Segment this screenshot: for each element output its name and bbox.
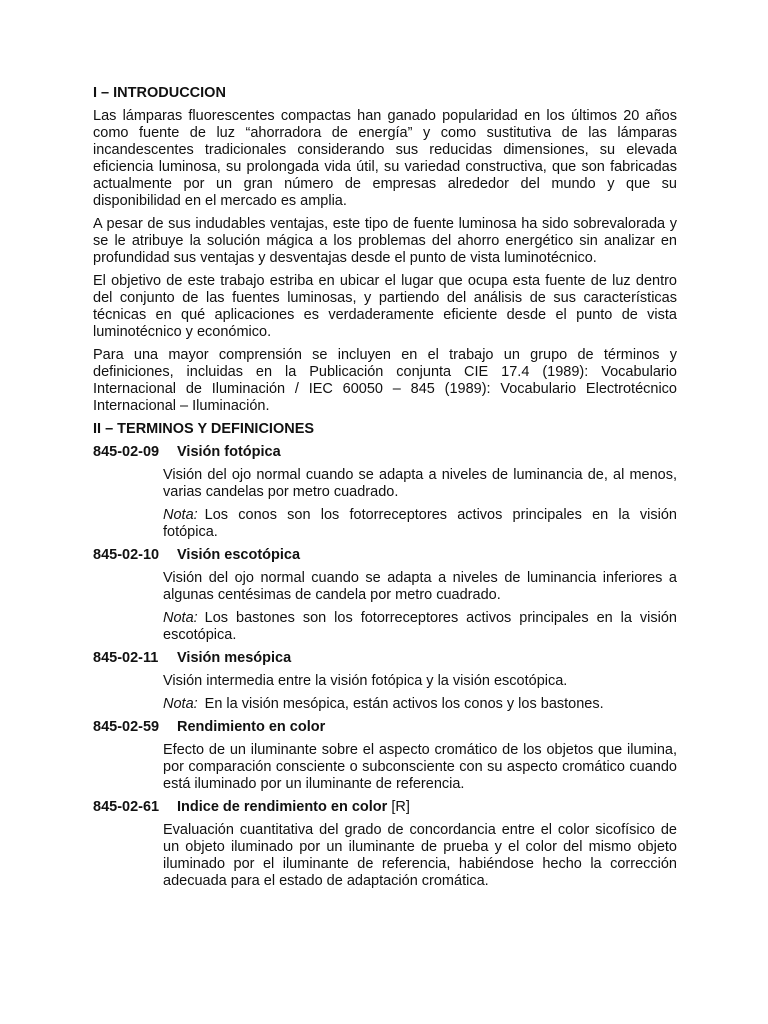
- document-page: [93, 85, 677, 896]
- term-heading: [93, 719, 677, 736]
- term-code: 845-02-11: [93, 650, 159, 666]
- term-note: [163, 696, 677, 713]
- note-text: Los conos son los fotorreceptores activos principales en la visión fotópica.: [163, 507, 677, 540]
- note-label: Nota:: [163, 610, 198, 626]
- term-title: Indice de rendimiento en color: [177, 799, 388, 815]
- intro-paragraph: Para una mayor comprensión se incluyen en el trabajo un grupo de términos y definiciones, incluidas en la Publicación conjunta CIE 17.4 (1989): Vocabulario Internacional de Iluminación / IEC 60050 – 845 (1989): Vocabulario Electrotécnico Internacional – Iluminación.: [93, 347, 677, 414]
- term-title: Visión escotópica: [177, 547, 301, 563]
- term-code: 845-02-61: [93, 799, 160, 815]
- term-code: 845-02-10: [93, 547, 160, 563]
- term-heading: [93, 650, 677, 667]
- term-definition: Visión del ojo normal cuando se adapta a niveles de luminancia inferiores a algunas centésimas de candela por metro cuadrado.: [163, 570, 677, 603]
- intro-paragraph: Las lámparas fluorescentes compactas han ganado popularidad en los últimos 20 años como fuente de luz “ahorradora de energía” y como sustitutiva de las lámparas incandescentes tradicionales considerando sus reducidas dimensiones, su elevada eficiencia luminosa, su prolongada vida útil, su variedad constructiva, que son fabricadas actualmente por un gran número de empresas alrededor del mundo y que su disponibilidad en el mercado es amplia.: [93, 108, 677, 209]
- section-heading-introduccion: I – INTRODUCCION: [93, 85, 226, 101]
- term-code: 845-02-59: [93, 719, 160, 735]
- note-label: Nota:: [163, 696, 198, 712]
- term-note: [163, 507, 677, 541]
- intro-paragraph: El objetivo de este trabajo estriba en ubicar el lugar que ocupa esta fuente de luz dentro del conjunto de las fuentes luminosas, y partiendo del análisis de sus características técnicas en qué aplicaciones es verdaderamente eficiente desde el punto de vista luminotécnico y económico.: [93, 273, 677, 340]
- term-definition: Efecto de un iluminante sobre el aspecto cromático de los objetos que ilumina, por comparación consciente o subconsciente con su aspecto cromático cuando está iluminado por un iluminante de referencia.: [163, 742, 677, 792]
- note-label: Nota:: [163, 507, 198, 523]
- term-heading: [93, 444, 677, 461]
- intro-paragraph: A pesar de sus indudables ventajas, este tipo de fuente luminosa ha sido sobrevalorada y se le atribuye la solución mágica a los problemas del ahorro energético sin analizar en profundidad sus ventajas y desventajas desde el punto de vista luminotécnico.: [93, 216, 677, 266]
- term-code: 845-02-09: [93, 444, 160, 460]
- term-heading: [93, 799, 677, 816]
- term-definition: Visión intermedia entre la visión fotópica y la visión escotópica.: [163, 673, 568, 689]
- term-heading: [93, 547, 677, 564]
- term-symbol: [R]: [391, 799, 410, 815]
- section-heading-terminos: II – TERMINOS Y DEFINICIONES: [93, 421, 315, 437]
- term-title: Visión fotópica: [177, 444, 281, 460]
- note-text: Los bastones son los fotorreceptores activos principales en la visión escotópica.: [163, 610, 677, 643]
- term-title: Rendimiento en color: [177, 719, 326, 735]
- term-definition: Visión del ojo normal cuando se adapta a niveles de luminancia de, al menos, varias candelas por metro cuadrado.: [163, 467, 677, 500]
- term-title: Visión mesópica: [177, 650, 292, 666]
- term-note: [163, 610, 677, 644]
- note-text: En la visión mesópica, están activos los conos y los bastones.: [204, 696, 604, 712]
- term-definition: Evaluación cuantitativa del grado de concordancia entre el color sicofísico de un objeto iluminado por un iluminante de prueba y el color del mismo objeto iluminado por el iluminante de referencia, habiéndose hecho la corrección adecuada para el estado de adaptación cromática.: [163, 822, 677, 889]
